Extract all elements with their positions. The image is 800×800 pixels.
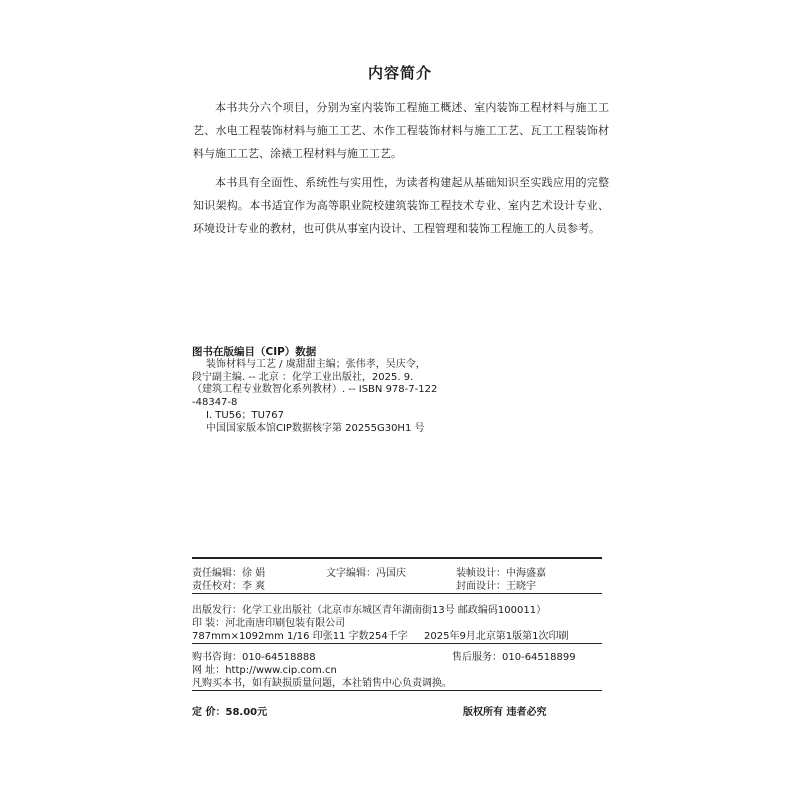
cip-line: Ⅰ. TU56；TU767 (206, 409, 284, 421)
printer-line: 印 装：河北南唐印刷包装有限公司 (192, 618, 346, 629)
cip-line: -48347-8 (192, 397, 238, 409)
price-line: 定 价：58.00元 (192, 707, 268, 718)
publisher-line: 出版发行：化学工业出版社（北京市东城区青年湖南街13号 邮政编码100011） (192, 605, 547, 616)
divider (192, 643, 602, 644)
divider (192, 557, 602, 559)
cip-block (192, 346, 492, 436)
service-contact: 售后服务：010-64518899 (452, 652, 576, 663)
format-line: 787mm×1092mm 1/16 印张11 字数254千字 (192, 631, 408, 642)
buy-contact: 购书咨询：010-64518888 (192, 652, 316, 663)
rights-notice: 版权所有 违者必究 (463, 707, 547, 718)
cip-line: 装饰材料与工艺 / 虞甜甜主编；张伟孝，吴庆令， (206, 358, 426, 370)
credit-cover: 封面设计：王晓宇 (456, 581, 536, 592)
cip-line: （建筑工程专业数智化系列教材）. -- ISBN 978-7-122 (192, 384, 438, 396)
cip-heading: 图书在版编目（CIP）数据 (192, 346, 317, 358)
credit-text-editor: 文字编辑：冯国庆 (326, 568, 406, 579)
edition-line: 2025年9月北京第1版第1次印刷 (424, 631, 569, 642)
intro-section (193, 96, 609, 246)
website-link: http://www.cip.com.cn (225, 665, 337, 676)
divider (192, 593, 602, 594)
credit-editor: 责任编辑：徐 娟 (192, 568, 266, 579)
website-line: 网 址：http://www.cip.com.cn (192, 665, 337, 676)
credit-proof: 责任校对：李 爽 (192, 581, 266, 592)
notice-line: 凡购买本书，如有缺损质量问题，本社销售中心负责调换。 (192, 678, 452, 689)
cip-line: 段宁副主编. -- 北京 ：化学工业出版社，2025. 9. (192, 371, 414, 383)
page-title: 内容简介 (367, 64, 432, 82)
cip-number: 中国国家版本馆CIP数据核字第 20255G30H1 号 (206, 422, 425, 434)
intro-paragraph: 本书具有全面性、系统性与实用性，为读者构建起从基础知识至实践应用的完整知识架构。本书适宜作为高等职业院校建筑装饰工程技术专业、室内艺术设计专业、环境设计专业的教材，也可供从事室内设计、工程管理和装饰工程施工的人员参考。 (193, 176, 609, 235)
intro-paragraph: 本书共分六个项目，分别为室内装饰工程施工概述、室内装饰工程材料与施工工艺、水电工程装饰材料与施工工艺、木作工程装饰材料与施工工艺、瓦工工程装饰材料与施工工艺、涂裱工程材料与施工工艺。 (193, 101, 609, 160)
credit-design: 装帧设计：中海盛嘉 (456, 568, 546, 579)
divider (192, 690, 602, 691)
